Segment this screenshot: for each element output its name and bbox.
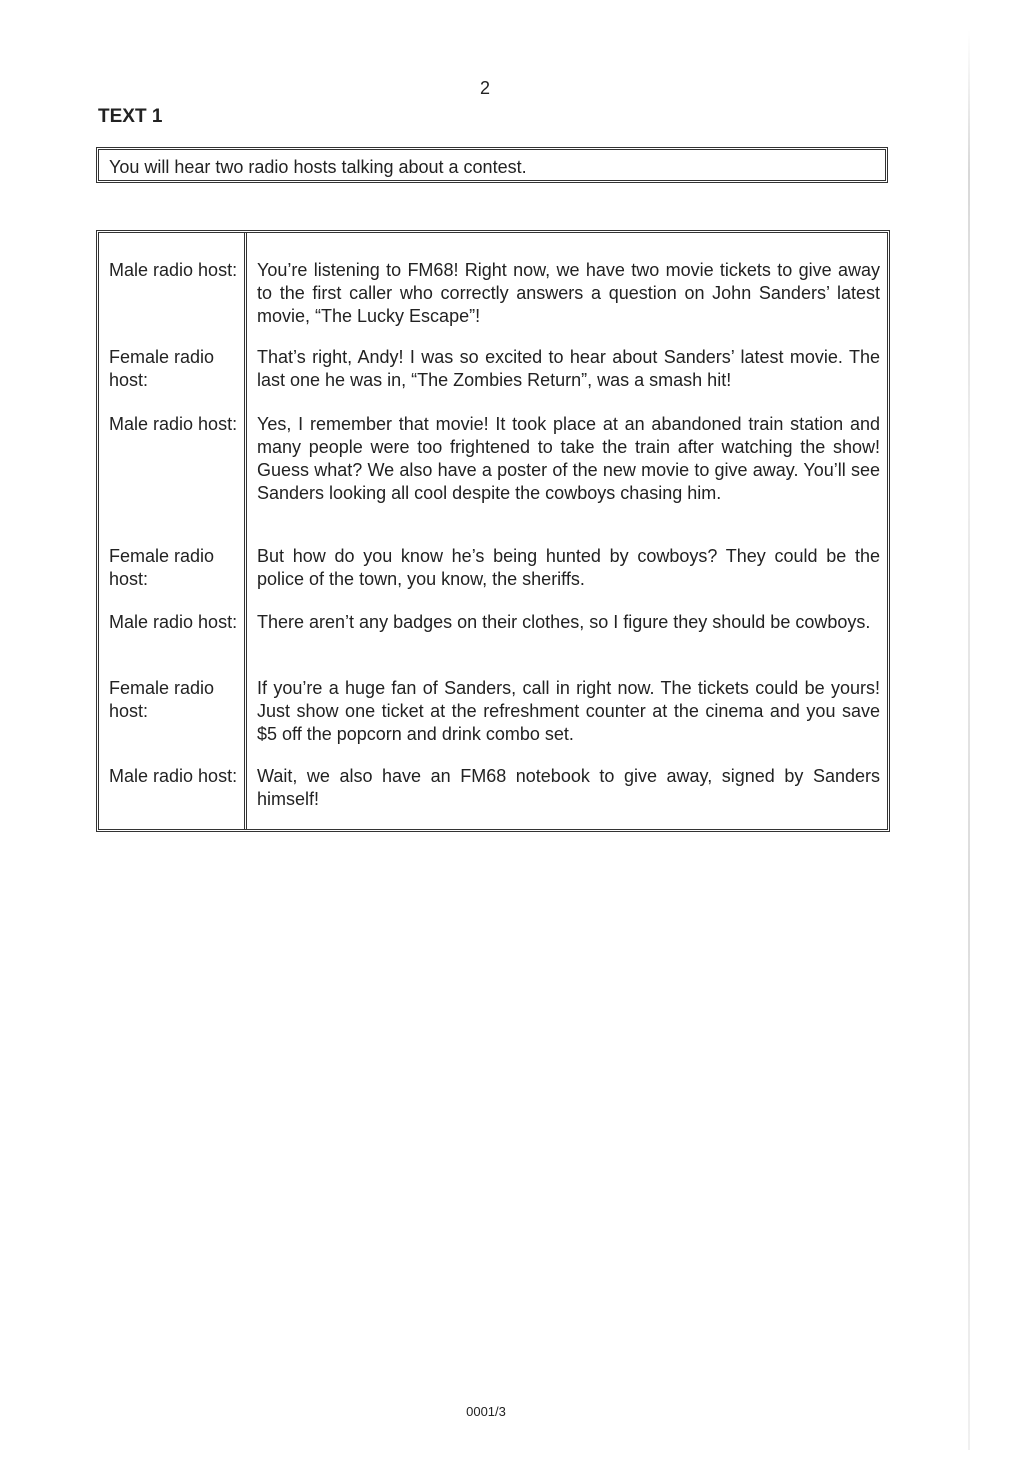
- dialogue-line: Wait, we also have an FM68 notebook to give away, signed by Sanders himself!: [257, 766, 880, 809]
- speaker-label: Female radio host:: [109, 347, 215, 390]
- instruction-text: You will hear two radio hosts talking about a contest.: [109, 157, 527, 177]
- speaker-label: Male radio host:: [109, 612, 238, 632]
- scan-edge-shadow: [968, 30, 970, 1450]
- dialogue-line: If you’re a huge fan of Sanders, call in right now. The tickets could be yours! Just show one ticket at the refreshment counter at the cinema and you save $5 off the popcorn and drink combo set.: [257, 678, 880, 744]
- section-title: TEXT 1: [98, 106, 163, 127]
- dialogue-line: But how do you know he’s being hunted by cowboys? They could be the police of the town, you know, the sheriffs.: [257, 546, 880, 589]
- speaker-label: Male radio host:: [109, 260, 238, 280]
- speaker-label: Female radio host:: [109, 546, 215, 589]
- dialogue-line: That’s right, Andy! I was so excited to hear about Sanders’ latest movie. The last one he was in, “The Zombies Return”, was a smash hit!: [257, 347, 880, 390]
- column-divider: [244, 233, 247, 829]
- dialogue-line: Yes, I remember that movie! It took place at an abandoned train station and many people were too frightened to take the train after watching the show! Guess what? We also have a poster of the new movie to give away. You’ll see Sanders looking all cool despite the cowboys chasing him.: [257, 414, 880, 503]
- instruction-box: [96, 147, 888, 183]
- transcript-table: [96, 230, 890, 832]
- dialogue-line: You’re listening to FM68! Right now, we have two movie tickets to give away to the first caller who correctly answers a question on John Sanders’ latest movie, “The Lucky Escape”!: [257, 260, 880, 326]
- footer-page-code: 0001/3: [466, 1404, 506, 1419]
- dialogue-line: There aren’t any badges on their clothes, so I figure they should be cowboys.: [257, 612, 871, 632]
- speaker-label: Female radio host:: [109, 678, 215, 721]
- page-number: 2: [479, 78, 490, 98]
- speaker-label: Male radio host:: [109, 766, 238, 786]
- speaker-label: Male radio host:: [109, 414, 238, 434]
